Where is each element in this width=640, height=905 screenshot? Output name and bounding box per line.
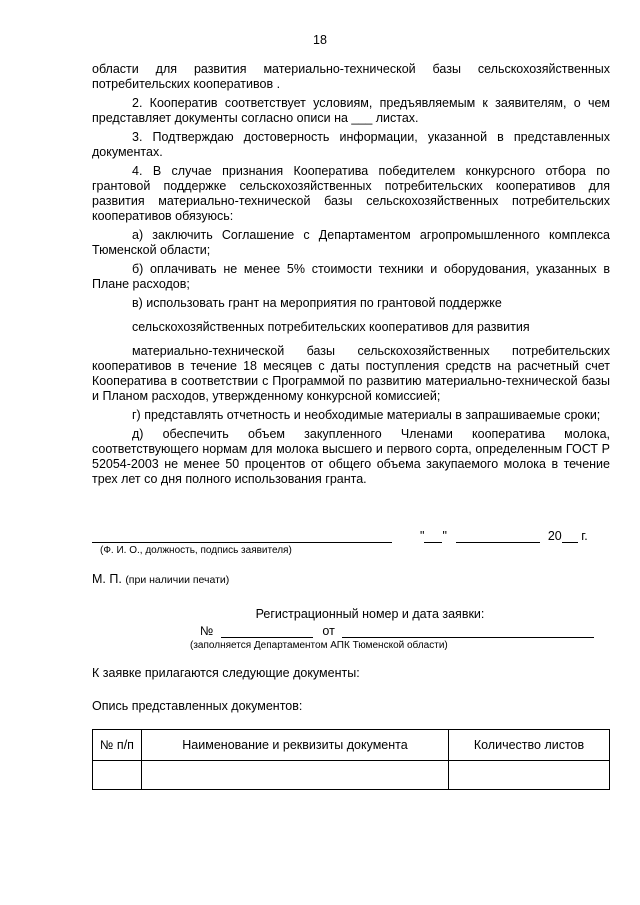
signature-hint: (Ф. И. О., должность, подпись заявителя) [100, 545, 292, 556]
header-document-name: Наименование и реквизиты документа [142, 730, 449, 761]
day-field[interactable] [424, 529, 442, 543]
item-g: г) представлять отчетность и необходимые материалы в запрашиваемые сроки; [132, 408, 601, 422]
item-b: б) оплачивать не менее 5% стоимости техники и оборудования, указанных в Плане расходов; [92, 262, 610, 291]
registration-hint: (заполняется Департаментом АПК Тюменской области) [190, 640, 448, 651]
registration-title: Регистрационный номер и дата заявки: [255, 607, 485, 621]
registration-date-label: от [322, 624, 335, 638]
stamp-mark [92, 572, 229, 586]
cell-sheet-count[interactable] [449, 761, 610, 790]
signature-line[interactable] [92, 542, 392, 543]
paragraph-1-tail: области для развития материально-технической базы сельскохозяйственных потребительских кооперативов . [92, 62, 610, 91]
stamp-note: (при наличии печати) [125, 574, 230, 586]
registration-line [200, 624, 594, 638]
date-block [420, 529, 588, 543]
month-field[interactable] [456, 529, 540, 543]
item-a: а) заключить Соглашение с Департаментом агропромышленного комплекса Тюменской области; [92, 228, 610, 257]
registration-number-field[interactable] [221, 624, 313, 638]
table-row [93, 761, 610, 790]
quote-open: " [420, 529, 425, 543]
registration-date-field[interactable] [342, 624, 594, 638]
paragraph-4: 4. В случае признания Кооператива победителем конкурсного отбора по грантовой поддержке сельскохозяйственных потребительских кооперативов для развития материально-технической базы сельскохозяйственных потребительских кооперативов обязуюсь: [92, 164, 610, 223]
cell-document-name[interactable] [142, 761, 449, 790]
item-v-line-1: в) использовать грант на мероприятия по грантовой поддержке [132, 296, 502, 310]
documents-table [92, 729, 610, 790]
body-text [92, 62, 610, 491]
paragraph-3: 3. Подтверждаю достоверность информации, указанной в представленных документах. [92, 130, 610, 159]
paragraph-2: 2. Кооператив соответствует условиям, предъявляемым к заявителям, о чем представляет документы согласно описи на ___ листах. [92, 96, 610, 125]
cell-number[interactable] [93, 761, 142, 790]
year-prefix: 20 [547, 529, 562, 543]
item-d: д) обеспечить объем закупленного Членами кооператива молока, соответствующего нормам для молока высшего и первого сорта, определенным ГОСТ Р 52054-2003 не менее 50 процентов от общего объема закупаемого молока в течение трех лет со дня полного использования гранта. [92, 427, 610, 486]
quote-close: " [442, 529, 447, 543]
registration-number-label: № [200, 624, 214, 638]
item-v-line-2: сельскохозяйственных потребительских кооперативов для развития [132, 320, 530, 334]
page-number: 18 [313, 33, 327, 47]
stamp-label: М. П. [92, 572, 122, 586]
header-number: № п/п [93, 730, 142, 761]
header-sheet-count: Количество листов [449, 730, 610, 761]
inventory-label: Опись представленных документов: [92, 699, 303, 713]
year-suffix: г. [577, 529, 588, 543]
item-v-line-3: материально-технической базы сельскохозяйственных потребительских кооперативов в течение 18 месяцев с даты поступления средств на расчетный счет Кооператива в соответствии с Программой по развитию материально-технической базы и Планом расходов, утвержденному конкурсной комиссией; [92, 344, 610, 403]
year-field[interactable] [562, 529, 578, 543]
table-header-row [93, 730, 610, 761]
attached-documents-label: К заявке прилагаются следующие документы: [92, 666, 360, 680]
